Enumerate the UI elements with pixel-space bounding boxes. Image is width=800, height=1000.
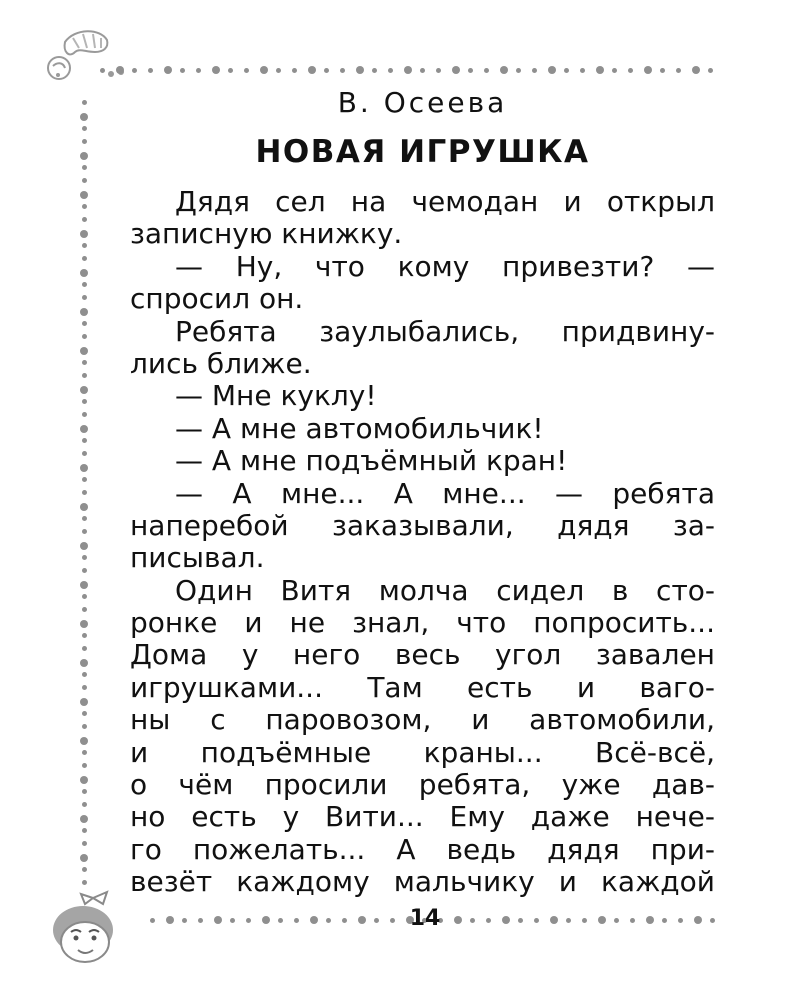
border-dot: [292, 68, 297, 73]
text-line: — А мне подъёмный кран!: [175, 444, 568, 478]
border-dot: [534, 918, 539, 923]
border-dot: [214, 916, 222, 924]
border-dot: [82, 373, 87, 378]
border-dot: [80, 464, 88, 472]
story-text: [130, 186, 715, 899]
border-dot: [580, 68, 585, 73]
text-line: Ребята заулыбались, придвину-: [175, 314, 715, 348]
border-dot: [82, 256, 87, 261]
border-dot: [582, 918, 587, 923]
border-dot: [500, 66, 508, 74]
border-dot: [532, 68, 537, 73]
border-dot: [82, 555, 87, 560]
border-dot: [80, 620, 88, 628]
border-dot: [80, 269, 88, 277]
text-line: — Мне куклу!: [175, 379, 377, 413]
border-dot: [82, 516, 87, 521]
border-dot: [82, 360, 87, 365]
border-dot: [82, 438, 87, 443]
border-dot: [340, 68, 345, 73]
border-dot: [244, 68, 249, 73]
border-dot: [80, 230, 88, 238]
border-dot: [82, 178, 87, 183]
border-dot: [82, 672, 87, 677]
border-dot: [470, 918, 475, 923]
border-dot: [82, 789, 87, 794]
page-number: 14: [409, 906, 441, 931]
border-dot: [82, 477, 87, 482]
border-dot: [82, 295, 87, 300]
border-dot: [374, 918, 379, 923]
border-dot: [82, 867, 87, 872]
border-dot: [308, 66, 316, 74]
border-dot: [326, 918, 331, 923]
border-dot: [516, 68, 521, 73]
border-dot: [262, 916, 270, 924]
text-line: ронке и не знал, что попросить...: [130, 606, 715, 640]
border-dot: [80, 308, 88, 316]
border-dot: [80, 815, 88, 823]
text-line: везёт каждому мальчику и каждой: [130, 865, 715, 899]
author-name: В. Осеева: [337, 86, 508, 119]
border-dot: [80, 347, 88, 355]
border-dot: [228, 68, 233, 73]
dotted-border-top: [100, 60, 715, 80]
border-dot: [150, 918, 155, 923]
border-dot: [82, 165, 87, 170]
text-line: — А мне автомобильчик!: [175, 411, 544, 445]
border-dot: [550, 916, 558, 924]
border-dot: [82, 334, 87, 339]
border-dot: [82, 217, 87, 222]
border-dot: [80, 113, 88, 121]
border-dot: [404, 66, 412, 74]
text-line: спросил он.: [130, 282, 304, 316]
border-dot: [82, 802, 87, 807]
border-dot: [644, 66, 652, 74]
text-line: — А мне... А мне... — ребята: [175, 476, 715, 510]
border-dot: [646, 916, 654, 924]
border-dot: [82, 607, 87, 612]
border-dot: [82, 451, 87, 456]
border-dot: [82, 594, 87, 599]
border-dot: [80, 191, 88, 199]
border-dot: [678, 918, 683, 923]
border-dot: [80, 152, 88, 160]
text-line: Дядя сел на чемодан и открыл: [175, 185, 715, 218]
border-dot: [436, 68, 441, 73]
border-dot: [166, 916, 174, 924]
border-dot: [660, 68, 665, 73]
border-dot: [260, 66, 268, 74]
text-line: Один Витя молча сидел в сто-: [175, 573, 715, 607]
border-dot: [502, 916, 510, 924]
border-dot: [180, 68, 185, 73]
border-dot: [710, 918, 715, 923]
border-dot: [548, 66, 556, 74]
border-dot: [628, 68, 633, 73]
text-line: Дома у него весь угол завален: [130, 638, 715, 672]
border-dot: [164, 66, 172, 74]
border-dot: [82, 841, 87, 846]
border-dot: [358, 916, 366, 924]
border-dot: [566, 918, 571, 923]
border-dot: [324, 68, 329, 73]
border-dot: [82, 126, 87, 131]
border-dot: [420, 68, 425, 73]
border-dot: [82, 100, 87, 105]
border-dot: [82, 243, 87, 248]
border-dot: [694, 916, 702, 924]
border-dot: [82, 399, 87, 404]
border-dot: [82, 568, 87, 573]
border-dot: [80, 854, 88, 862]
border-dot: [82, 412, 87, 417]
border-dot: [294, 918, 299, 923]
border-dot: [676, 68, 681, 73]
border-dot: [198, 918, 203, 923]
border-dot: [230, 918, 235, 923]
border-dot: [196, 68, 201, 73]
text-line: го пожелать... А ведь дядя при-: [130, 832, 715, 866]
border-dot: [484, 68, 489, 73]
border-dot: [518, 918, 523, 923]
border-dot: [388, 68, 393, 73]
text-line: — Ну, что кому привезти? —: [175, 249, 715, 283]
border-dot: [372, 68, 377, 73]
border-dot: [356, 66, 364, 74]
border-dot: [390, 918, 395, 923]
border-dot: [630, 918, 635, 923]
border-dot: [80, 776, 88, 784]
border-dot: [182, 918, 187, 923]
border-dot: [212, 66, 220, 74]
border-dot: [82, 750, 87, 755]
border-dot: [662, 918, 667, 923]
border-dot: [80, 425, 88, 433]
border-dot: [82, 633, 87, 638]
boy-head-illustration: [45, 888, 140, 968]
text-line: наперебой заказывали, дядя за-: [130, 508, 715, 542]
border-dot: [692, 66, 700, 74]
border-dot: [246, 918, 251, 923]
border-dot: [82, 763, 87, 768]
border-dot: [596, 66, 604, 74]
border-dot: [82, 204, 87, 209]
border-dot: [148, 68, 153, 73]
text-line: о чём просили ребята, уже дав-: [130, 768, 715, 802]
border-dot: [276, 68, 281, 73]
border-dot: [80, 542, 88, 550]
text-line: но есть у Вити... Ему даже нече-: [130, 800, 715, 834]
border-dot: [82, 685, 87, 690]
border-dot: [708, 68, 713, 73]
border-dot: [82, 490, 87, 495]
border-dot: [278, 918, 283, 923]
border-dot: [132, 68, 137, 73]
border-dot: [598, 916, 606, 924]
border-dot: [82, 282, 87, 287]
text-line: ны с паровозом, и автомобили,: [130, 703, 715, 737]
border-dot: [82, 724, 87, 729]
border-dot: [100, 68, 105, 73]
border-dot: [82, 139, 87, 144]
border-dot: [80, 503, 88, 511]
border-dot: [614, 918, 619, 923]
text-line: записную книжку.: [130, 217, 403, 251]
text-line: писывал.: [130, 541, 265, 575]
border-dot: [454, 916, 462, 924]
story-title: НОВАЯ ИГРУШКА: [255, 134, 590, 170]
border-dot: [80, 659, 88, 667]
border-dot: [82, 711, 87, 716]
text-line: и подъёмные краны... Всё-всё,: [130, 735, 715, 769]
border-dot: [80, 386, 88, 394]
border-dot: [82, 529, 87, 534]
border-dot: [82, 646, 87, 651]
border-dot: [452, 66, 460, 74]
border-dot: [80, 581, 88, 589]
border-dot: [612, 68, 617, 73]
border-dot: [80, 698, 88, 706]
border-dot: [310, 916, 318, 924]
border-dot: [564, 68, 569, 73]
border-dot: [80, 737, 88, 745]
border-dot: [82, 880, 87, 885]
text-line: игрушками... Там есть и ваго-: [130, 670, 715, 704]
border-dot: [82, 828, 87, 833]
text-line: лись ближе.: [130, 346, 312, 380]
border-dot: [116, 66, 124, 74]
border-dot: [82, 321, 87, 326]
dotted-border-left: [74, 100, 94, 890]
border-dot: [468, 68, 473, 73]
border-dot: [486, 918, 491, 923]
border-dot: [342, 918, 347, 923]
